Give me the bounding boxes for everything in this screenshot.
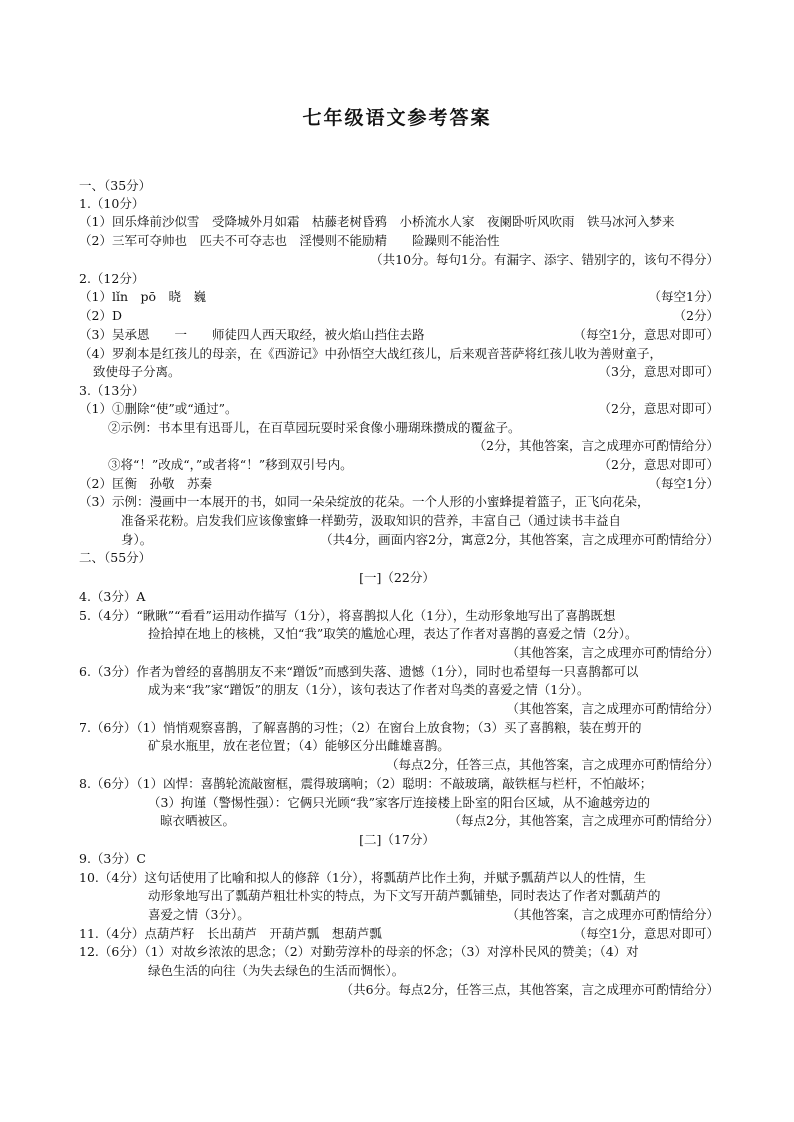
scoring-note: （每空1分）	[648, 476, 719, 491]
scoring-note: （共6分。每点2分，任答三点，其他答案，言之成理亦可酌情给分）	[340, 982, 719, 997]
answer-line: 5.（4分）“瞅瞅”“看看”运用动作描写（1分），将喜鹊拟人化（1分），生动形象地写出了喜鹊既想	[79, 608, 616, 623]
answer-line: 身）。	[121, 532, 153, 547]
question-number: 2.（12分）	[79, 271, 145, 286]
scoring-note: （共4分，画面内容2分，寓意2分，其他答案，言之成理亦可酌情给分）	[320, 532, 719, 547]
answer-line: 矿泉水瓶里，放在老位置；（4）能够区分出雌雄喜鹊。	[148, 738, 450, 753]
answer-line: 9.（3分）C	[79, 851, 146, 866]
scoring-note: （2分，意思对即可）	[598, 457, 719, 472]
subsection-heading: [一]（22分）	[359, 570, 435, 585]
answer-line: （3）吴承恩 一 师徒四人西天取经，被火焰山挡住去路	[79, 327, 425, 342]
question-number: 3.（13分）	[79, 383, 145, 398]
answer-line: 喜爱之情（3分）。	[148, 907, 250, 922]
answer-line: 12.（6分）（1）对故乡浓浓的思念；（2）对勤劳淳朴的母亲的怀念；（3）对淳朴民风的赞美；（4）对	[79, 944, 639, 959]
scoring-note: （其他答案，言之成理亦可酌情给分）	[506, 701, 719, 716]
answer-line: （1）①删除“使”或“通过”。	[79, 401, 238, 416]
page-title: 七年级语文参考答案	[302, 107, 492, 129]
answer-line: ③将“！”改成“，”或者将“！”移到双引号内。	[108, 457, 353, 472]
scoring-note: （每空1分，意思对即可）	[573, 327, 719, 342]
answer-line: 晾衣晒被区。	[160, 813, 236, 828]
answer-line: ②示例：书本里有迅哥儿，在百草园玩耍时采食像小珊瑚珠攒成的覆盆子。	[108, 420, 521, 435]
answer-line: （2）D	[79, 308, 122, 323]
answer-line: 致使母子分离。	[93, 364, 181, 379]
answer-line: （2）三军可夺帅也 匹夫不可夺志也 淫慢则不能励精 险躁则不能治性	[79, 233, 500, 248]
scoring-note: （共10分。每句1分。有漏字、添字、错别字的，该句不得分）	[370, 252, 719, 267]
answer-line: 成为来“我”家“蹭饭”的朋友（1分），该句表达了作者对鸟类的喜爱之情（1分）。	[148, 682, 590, 697]
answer-line: 7.（6分）（1）悄悄观察喜鹊，了解喜鹊的习性；（2）在窗台上放食物；（3）买了喜鹊粮，装在剪开的	[79, 720, 642, 735]
answer-line: 捡拾掉在地上的核桃，又怕“我”取笑的尴尬心理，表达了作者对喜鹊的喜爱之情（2分）。	[148, 626, 638, 641]
answer-line: （4）罗刹本是红孩儿的母亲，在《西游记》中孙悟空大战红孩儿，后来观音菩萨将红孩儿收为善财童子，	[79, 346, 662, 361]
section-heading: 二、（55分）	[79, 550, 152, 565]
answer-line: 11.（4分）点葫芦籽 长出葫芦 开葫芦瓢 想葫芦瓢	[79, 926, 382, 941]
scoring-note: （2分）	[673, 308, 719, 323]
answer-line: 4.（3分）A	[79, 589, 146, 604]
answer-line: （2）匡衡 孙敬 苏秦	[79, 476, 212, 491]
answer-line: 绿色生活的向往（为失去绿色的生活而惆怅）。	[148, 963, 405, 978]
scoring-note: （其他答案，言之成理亦可酌情给分）	[506, 907, 719, 922]
scoring-note: （每空1分）	[648, 289, 719, 304]
scoring-note: （2分，意思对即可）	[598, 401, 719, 416]
answer-line: （3）拘谨（警惕性强）：它俩只光顾“我”家客厅连接楼上卧室的阳台区域，从不逾越旁边的	[148, 795, 650, 810]
subsection-heading: [二]（17分）	[359, 832, 435, 847]
section-heading: 一、（35分）	[79, 178, 152, 193]
scoring-note: （3分，意思对即可）	[598, 364, 719, 379]
answer-line: 10.（4分）这句话使用了比喻和拟人的修辞（1分），将瓢葫芦比作土狗，并赋予瓢葫芦以人的性情，生	[79, 870, 647, 885]
answer-line: （3）示例：漫画中一本展开的书，如同一朵朵绽放的花朵。一个人形的小蜜蜂提着篮子，正飞向花朵，	[79, 494, 650, 509]
answer-line: 8.（6分）（1）凶悍：喜鹊轮流敲窗框，震得玻璃响；（2）聪明：不敲玻璃，敲铁框与栏杆，不怕敲坏；	[79, 776, 653, 791]
scoring-note: （其他答案，言之成理亦可酌情给分）	[506, 645, 719, 660]
question-number: 1.（10分）	[79, 196, 145, 211]
answer-line: 6.（3分）作者为曾经的喜鹊朋友不来“蹭饭”而感到失落、遗憾（1分），同时也希望每一只喜鹊都可以	[79, 664, 639, 679]
answer-line: （1）回乐烽前沙似雪 受降城外月如霜 枯藤老树昏鸦 小桥流水人家 夜阑卧听风吹雨 铁马冰河入梦来	[79, 214, 675, 229]
scoring-note: （每空1分，意思对即可）	[573, 926, 719, 941]
scoring-note: （2分，其他答案，言之成理亦可酌情给分）	[473, 438, 719, 453]
scoring-note: （每点2分，任答三点，其他答案，言之成理亦可酌情给分）	[386, 757, 719, 772]
answer-line: （1）lǐn pō 晓 巍	[79, 289, 207, 304]
answer-line: 准备采花粉。启发我们应该像蜜蜂一样勤劳，汲取知识的营养，丰富自己（通过读书丰益自	[121, 513, 622, 528]
scoring-note: （每点2分，其他答案，言之成理亦可酌情给分）	[448, 813, 719, 828]
answer-line: 动形象地写出了瓢葫芦粗壮朴实的特点，为下文写开葫芦瓢铺垫，同时表达了作者对瓢葫芦的	[148, 888, 661, 903]
